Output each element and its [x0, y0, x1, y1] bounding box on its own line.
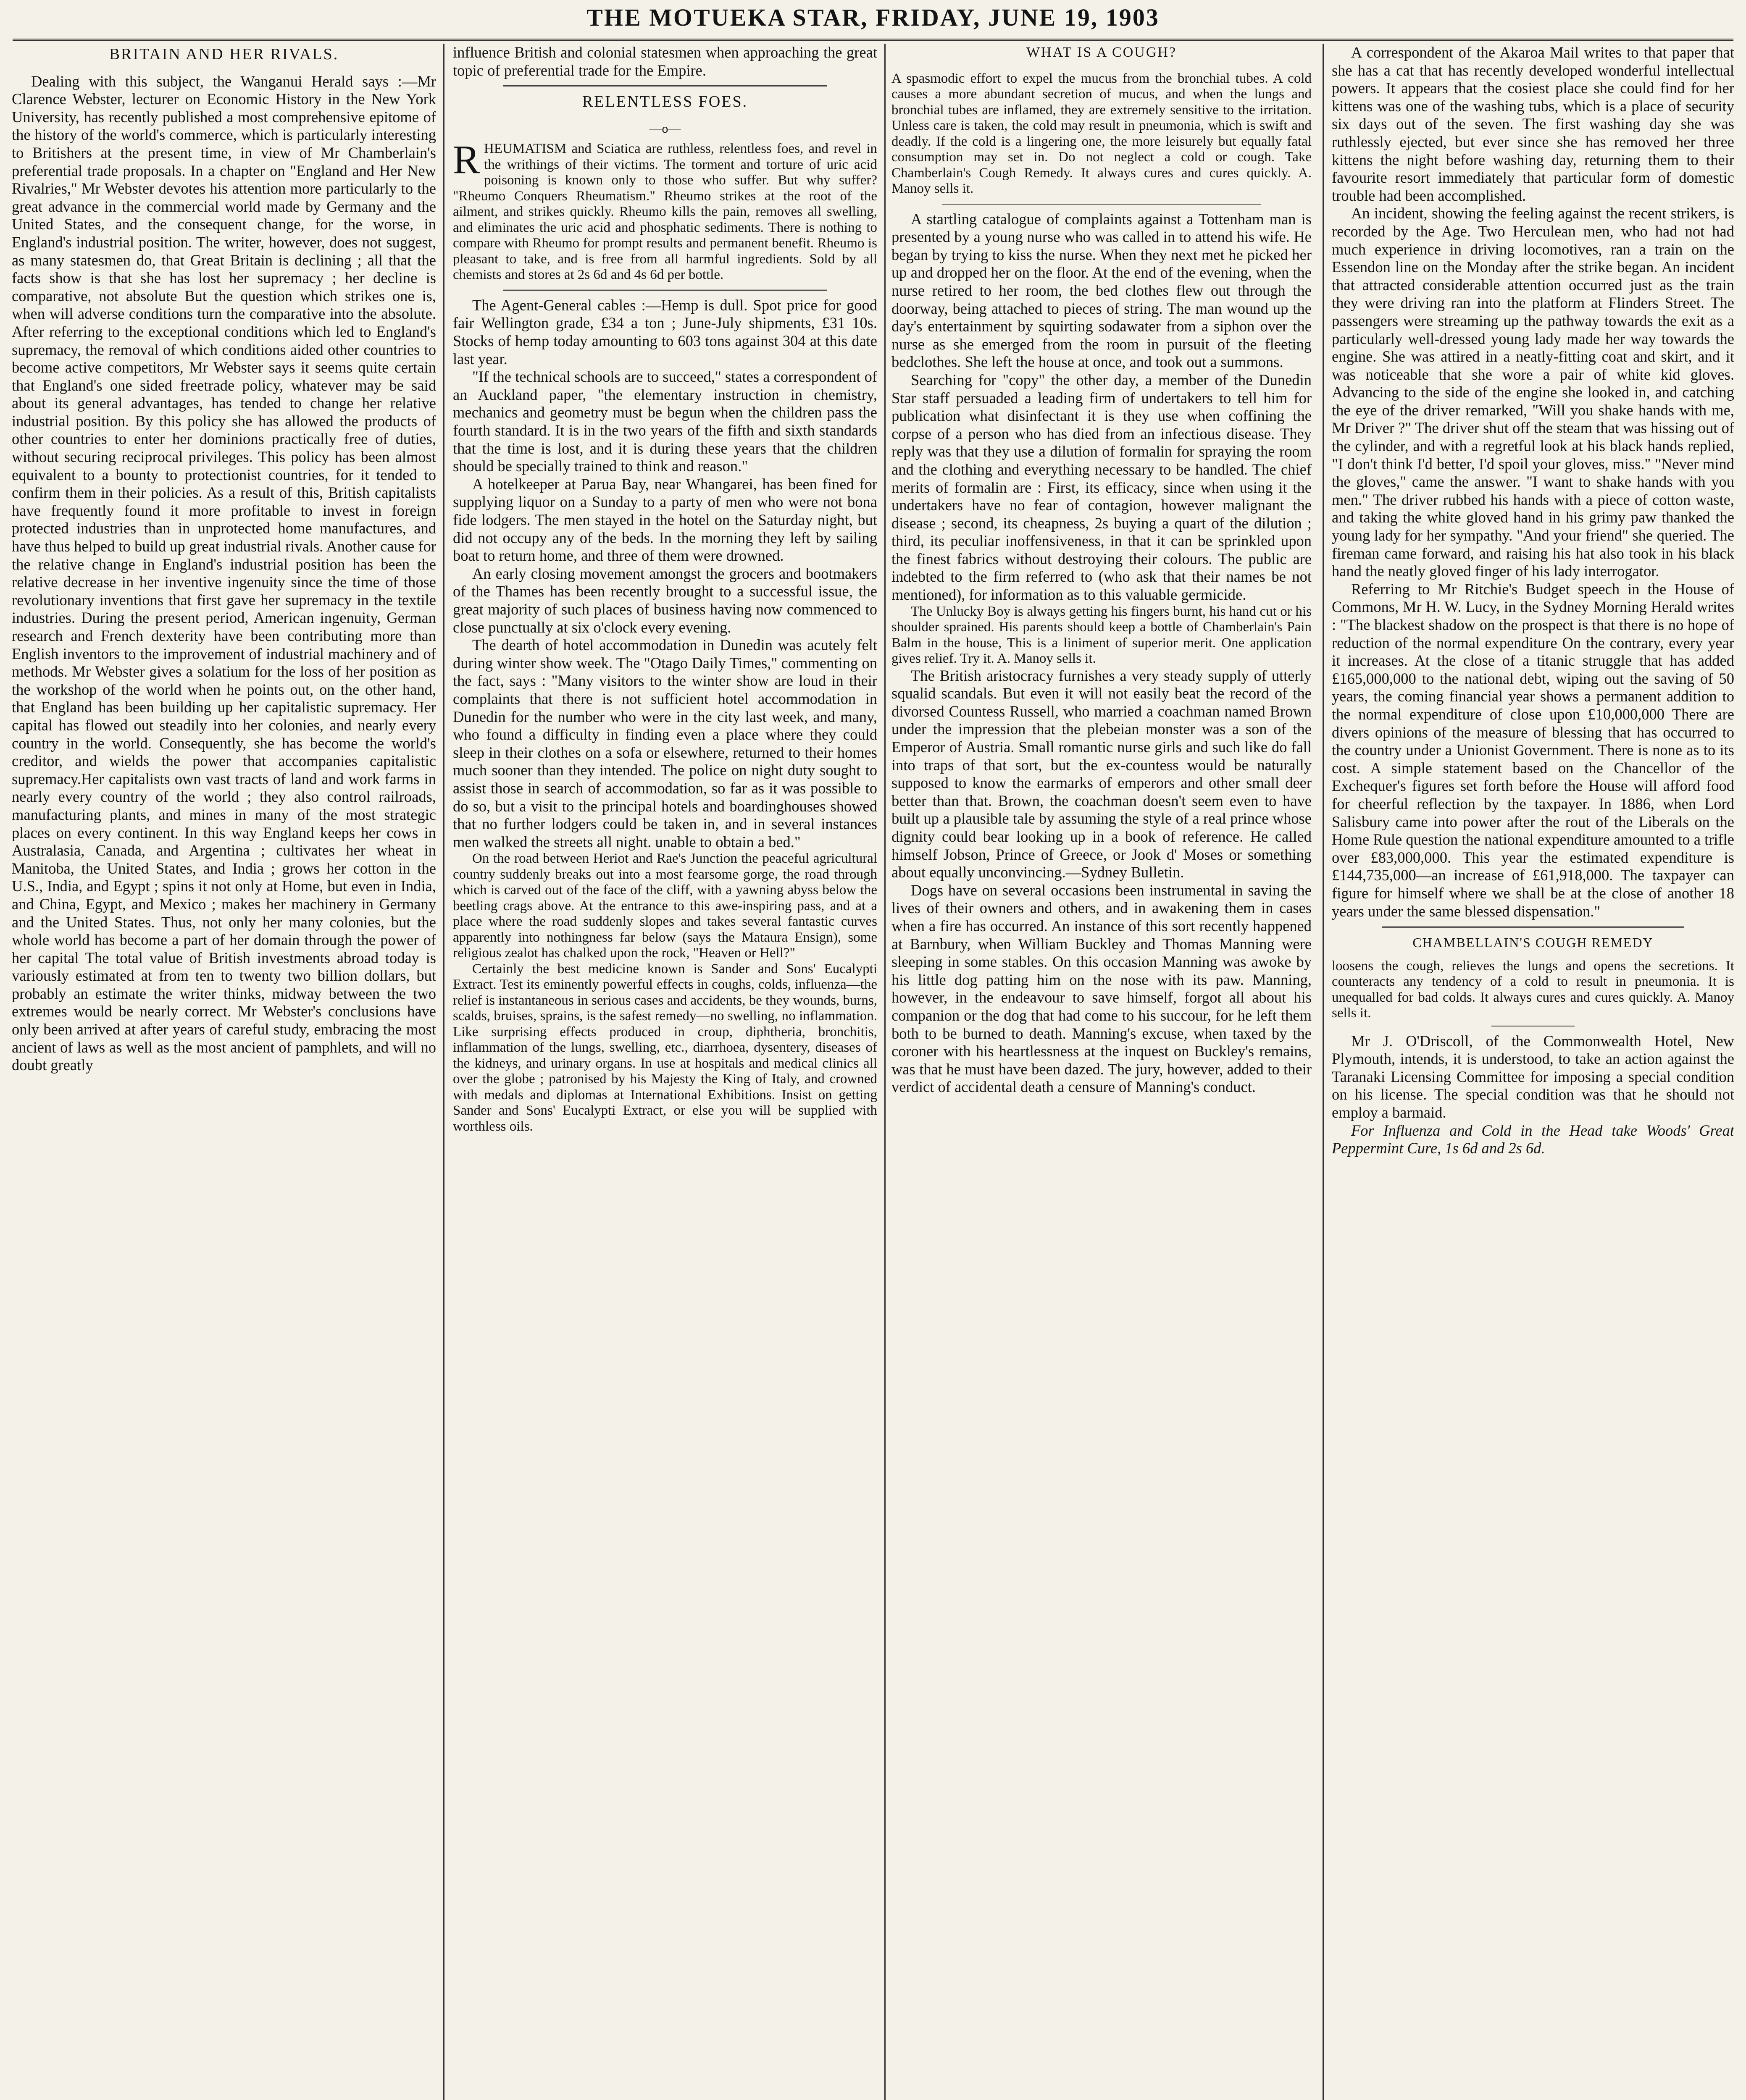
- news-item: Searching for "copy" the other day, a member of the Dunedin Star staff persuaded a leading firm of undertakers to tell him for publication what disinfectant it is they use when coffining the corpse of a person who has died from an infectious disease. They reply was that they use a dilution of formalin for spraying the room and the clothing and everything necessary to be handled. The chief merits of formalin are : First, its efficacy, since when using it the undertakers have no fear of contagion, however malignant the disease ; second, its cheapness, 2s buying a quart of the dilution ; third, its peculiar inoffensiveness, in that it can be sprinkled upon the finest fabrics without destroying their colours. The public are indebted to the firm referred to (who ask that their names be not mentioned), for information as to this valuable germicide.: [891, 371, 1312, 604]
- article-continuation: influence British and colonial statesmen when approaching the great topic of preferential trade for the Empire.: [453, 44, 877, 79]
- ad-heading: WHAT IS A COUGH?: [1026, 45, 1177, 60]
- advertisement: Certainly the best medicine known is Sander and Sons' Eucalypti Extract. Test its eminently powerful effects in coughs, colds, influenza—the relief is instantaneous in serious cases and accidents, be they wounds, burns, scalds, bruises, sprains, is the safest remedy—no swelling, no inflammation. Like surprising effects produced in croup, diphtheria, bronchitis, inflammation of the lungs, swelling, etc., diarrhoea, dysentery, diseases of the kidneys, and urinary organs. In use at hospitals and medical clinics all over the globe ; patronised by his Majesty the King of Italy, and crowned with medals and diplomas at International Exhibitions. Insist on getting Sander and Sons' Eucalypti Extract, or else you will be supplied with worthless oils.: [453, 961, 877, 1134]
- ad-heading: CHAMBELLAIN'S COUGH REMEDY: [1412, 935, 1654, 950]
- advertisement: loosens the cough, relieves the lungs and opens the secretions. It counteracts any tendency of a cold to result in pneumonia. It is unequalled for bad colds. It always cures and cures quickly. A. Manoy sells it.: [1332, 958, 1734, 1021]
- advertisement: [453, 137, 877, 283]
- news-item: A startling catalogue of complaints against a Tottenham man is presented by a young nurse who was called in to attend his wife. He began by trying to kiss the nurse. When they next met he picked her up and dropped her on the floor. At the end of the evening, when the nurse retired to her room, the bed clothes flew out through the doorway, being attached to pieces of string. The man wound up the day's entertainment by squirting sodawater from a siphon over the nurse as she emerged from the room in pursuit of the fleeting bedclothes. She left the house at once, and took out a summons.: [891, 210, 1312, 371]
- column-2: [453, 44, 877, 2100]
- separator-rule: [503, 289, 827, 291]
- news-item: The British aristocracy furnishes a very steady supply of utterly squalid scandals. But even it will not easily beat the record of the divorsed Countess Russell, who married a coachman named Brown under the impression that the plebeian monster was a son of the Emperor of Austria. Small romantic nurse girls and such like do fall into traps of that sort, but the ex-countess would be naturally supposed to know the earmarks of emperors and other small deer better than that. Brown, the coachman doesn't seem even to have built up a plausible tale by assuming the style of a real prince whose dignity could bear looking up in a book of reference. He called himself Jobson, Prince of Greece, or Jook d' Moses or something about equally unconvincing.—Sydney Bulletin.: [891, 667, 1312, 881]
- news-item: Referring to Mr Ritchie's Budget speech in the House of Commons, Mr H. W. Lucy, in the Sydney Morning Herald writes : "The blackest shadow on the prospect is that there is no hope of reduction of the normal expenditure On the contrary, every year it increases. At the close of a titanic struggle that has added £165,000,000 to the national debt, wiping out the saving of 50 years, the coming financial year shows a permanent addition to the normal expenditure of close upon £10,000,000 There are divers opinions of the measure of blessing that has occurred to the country under a Unionist Government. There is none as to its cost. A simple statement based on the Chancellor of the Exchequer's figures set forth before the House will afford food for cheerful reflection by the taxpayer. In 1886, when Lord Salisbury came into power after the rout of the Liberals on the Home Rule question the national expenditure amounted to a trifle over £83,000,000. This year the estimated expenditure is £144,735,000—an increase of £61,918,000. The taxpayer can figure for himself where we shall be at the close of another 18 years under the same blessed dispensation.": [1332, 580, 1734, 920]
- column-4: [1332, 44, 1734, 2100]
- news-item: A correspondent of the Akaroa Mail writes to that paper that she has a cat that has recently developed wonderful intellectual powers. It appears that the cosiest place she could find for her kittens was one of the washing tubs, which is a place of security six days out of the seven. The first washing day she was ruthlessly ejected, but ever since she has removed her three kittens the night before washing day, returning them to their favourite resort immediately that particular form of domestic trouble had been accomplished.: [1332, 44, 1734, 204]
- advertisement: The Unlucky Boy is always getting his fingers burnt, his hand cut or his shoulder sprained. His parents should keep a bottle of Chamberlain's Pain Balm in the house, This is a liniment of superior merit. One application gives relief. Try it. A. Manoy sells it.: [891, 604, 1312, 667]
- ad-heading: RELENTLESS FOES.: [582, 93, 748, 111]
- article-heading: BRITAIN AND HER RIVALS.: [109, 45, 339, 63]
- column-rule: [443, 44, 444, 2100]
- news-item: An early closing movement amongst the grocers and bootmakers of the Thames has been recently brought to a successful issue, the great majority of such places of business having now commenced to close punctually at six o'clock every evening.: [453, 564, 877, 636]
- news-item: The Agent-General cables :—Hemp is dull. Spot price for good fair Wellington grade, £34 a ton ; June-July shipments, £31 10s. Stocks of hemp today amounting to 603 tons against 304 at this date last year.: [453, 296, 877, 368]
- column-rule: [884, 44, 886, 2100]
- advertisement: A spasmodic effort to expel the mucus from the bronchial tubes. A cold causes a more abundant secretion of mucus, and when the lungs and bronchial tubes are inflamed, they are extremely sensitive to the irritation. Unless care is taken, the cold may result in pneumonia, which is swift and deadly. If the cold is a lingering one, the more leisurely but equally fatal consumption may set in. Do not neglect a cold or cough. Take Chamberlain's Cough Remedy. It always cures and cures quickly. A. Manoy sells it.: [891, 71, 1312, 197]
- column-1: [12, 44, 436, 2100]
- separator-rule: [942, 203, 1261, 205]
- article-body: Dealing with this subject, the Wanganui Herald says :—Mr Clarence Webster, lecturer on Economic History in the New York University, has recently published a most comprehensive epitome of the history of the world's commerce, which is particularly interesting to Britishers at the present time, in view of Mr Chamberlain's preferential trade proposals. In a chapter on "England and Her New Rivalries," Mr Webster devotes his attention more particularly to the great advance in the commercial world made by Germany and the United States, and the consequent change, for the worse, in England's industrial position. The writer, however, does not suggest, as many statesmen do, that Great Britain is declining ; all that the facts show is that she has lost her supremacy ; her decline is comparative, not absolute But the question which strikes one is, when will adverse conditions turn the comparative into the absolute. After referring to the exceptional conditions which led to England's supremacy, the removal of which conditions aided other countries to become active competitors, Mr Webster says it seems quite certain that England's one sided freetrade policy, whatever may be said about its general advantages, has tended to change her relative industrial position. By this policy she has allowed the products of other countries to enter her dominions practically free of duties, without securing reciprocal privileges. This policy has been almost equivalent to a bounty to protectionist countries, for it tended to confirm them in their policies. As a result of this, British capitalists have frequently found it more profitable to invest in foreign protected industries than in unprotected home manufactures, and have thus helped to build up great industrial rivals. Another cause for the relative change in England's industrial position has been the relative decrease in her inventive ingenuity since the time of those revolutionary inventions that first gave her supremacy in the textile industries. During the present period, American ingenuity, German research and French dexterity have been contributing more than English inventors to the improvement of industrial machinery and of methods. Mr Webster gives a solatium for the loss of her position as the workshop of the world when he points out, on the other hand, that England has been building up her capitalistic supremacy. Her capital has flowed out steadily into her colonies, and nearly every country in the world. Consequently, she has become the world's creditor, and wields the power that accompanies capitalistic supremacy.Her capitalists own vast tracts of land and work farms in nearly every country of the world ; they also control railroads, manufacturing plants, and mines in many of the most strategic places on every continent. In this way England keeps her cows in Australasia, Canada, and Argentina ; cultivates her wheat in Manitoba, the United States, and India ; grows her cotton in the U.S., India, and Egypt ; spins it not only at Home, but even in India, and China, Egypt, and Mexico ; makes her machinery in Germany and the United States. Thus, not only her many colonies, but the whole world has become a part of her domain through the power of her capital The total value of British investments abroad today is variously estimated at from ten to twenty two billion dollars, but probably an estimate the writer thinks, midway between the two extremes would be nearly correct. Mr Webster's conclusions have only been arrived at after years of careful study, embracing the most ancient of laws as well as the most ancient of pamphlets, and will no doubt greatly: [12, 72, 436, 1074]
- news-item: Mr J. O'Driscoll, of the Commonwealth Hotel, New Plymouth, intends, it is understood, to take an action against the Taranaki Licensing Committee for imposing a special condition on his license. The special condition was that he should not employ a barmaid.: [1332, 1032, 1734, 1121]
- separator-rule: [503, 85, 827, 87]
- advertisement-text: HEUMATISM and Sciatica are ruthless, relentless foes, and revel in the writhings of their victims. The torment and torture of uric acid poisoning is known only to those who suffer. But why suffer? "Rheumo Conquers Rheumatism." Rheumo strikes at the root of the ailment, and strikes quickly. Rheumo kills the pain, removes all swelling, and eliminates the uric acid and phosphatic sediments. There is nothing to compare with Rheumo for prompt results and permanent benefit. Rheumo is pleasant to take, and is free from all harmful ingredients. Sold by all chemists and stores at 2s 6d and 4s 6d per bottle.: [453, 141, 877, 283]
- news-item: A hotelkeeper at Parua Bay, near Whangarei, has been fined for supplying liquor on a Sunday to a party of men who were not bona fide lodgers. The men stayed in the hotel on the Saturday night, but did not occupy any of the beds. In the morning they left by sailing boat to return home, and three of them were drowned.: [453, 475, 877, 564]
- drop-cap: R: [453, 137, 480, 182]
- news-item: On the road between Heriot and Rae's Junction the peaceful agricultural country suddenly breaks out into a most fearsome gorge, the road through which is carved out of the face of the cliff, with a yawning abyss below the beetling crags above. At the entrance to this awe-inspiring pass, and at a place where the road suddenly slopes and takes several fantastic curves apparently into nothingness far below (says the Mataura Ensign), some religious zealot has chalked upon the rock, "Heaven or Hell?": [453, 851, 877, 961]
- column-3: [891, 44, 1312, 2100]
- news-item: The dearth of hotel accommodation in Dunedin was acutely felt during winter show week. The "Otago Daily Times," commenting on the fact, says : "Many visitors to the winter show are loud in their complaints that there is not sufficient hotel accommodation in Dunedin for the number who were in the city last week, and many, who found a difficulty in finding even a place where they could sleep in their clothes on a sofa or elsewhere, returned to their homes much sooner than they intended. The police on night duty sought to assist those in search of accommodation, so far as it was possible to do so, but a visit to the principal hotels and boardinghouses showed that no further lodgers could be taken in, and in several instances men walked the streets all night. unable to obtain a bed.": [453, 636, 877, 850]
- advertisement: For Influenza and Cold in the Head take Woods' Great Peppermint Cure, 1s 6d and 2s 6d.: [1332, 1121, 1734, 1157]
- column-rule: [1323, 44, 1324, 2100]
- news-item: Dogs have on several occasions been instrumental in saving the lives of their owners and others, and in awakening them in cases when a fire has occurred. An instance of this sort recently happened at Barnbury, when William Buckley and Thomas Manning were sleeping in some stables. On this occasion Manning was awoke by his little dog patting him on the nose with its paw. Manning, however, in the endeavour to save himself, forgot all about his companion or the dog that had come to his succour, for he left them both to be burned to death. Manning's excuse, when taxed by the coroner with his heartlessness at the inquest on Buckley's remains, was that he must have been dazed. The jury, however, added to their verdict of accidental death a censure of Manning's conduct.: [891, 881, 1312, 1096]
- masthead: THE MOTUEKA STAR, FRIDAY, JUNE 19, 1903: [13, 0, 1733, 41]
- separator-rule: [1382, 926, 1684, 928]
- news-item: "If the technical schools are to succeed," states a correspondent of an Auckland paper, "the elementary instruction in chemistry, mechanics and geometry must be begun when the children pass the fourth standard. It is in the two years of the fifth and sixth standards that the time is lost, and it is during these years that the children should be specially trained to think and reason.": [453, 368, 877, 475]
- ornament: —o—: [649, 121, 681, 136]
- news-item: An incident, showing the feeling against the recent strikers, is recorded by the Age. Two Herculean men, who had not had much experience in driving locomotives, ran a train on the Essendon line on the Monday after the strike began. An incident that attracted considerable attention occurred just as the train they were driving ran into the platform at Flinders Street. The passengers were streaming up the pathway towards the exit as a particularly well-dressed young lady made her way towards the engine. She was attired in a neatly-fitting coat and skirt, and it was noticeable that she wore a pair of white kid gloves. Advancing to the side of the engine she looked in, and catching the eye of the driver remarked, "Will you shake hands with me, Mr Driver ?" The driver shut off the steam that was hissing out of the cylinder, and with a regretful look at his black hands replied, "I don't think I'd better, I'd spoil your gloves, miss." "Never mind the gloves," came the answer. "I want to shake hands with you men." The driver rubbed his hands with a piece of cotton waste, and taking the white gloved hand in his grimy paw thanked the young lady for her sympathy. "And your friend" she queried. The fireman came forward, and raising his hat also took in his black hand the neatly gloved finger of his lady interrogator.: [1332, 205, 1734, 580]
